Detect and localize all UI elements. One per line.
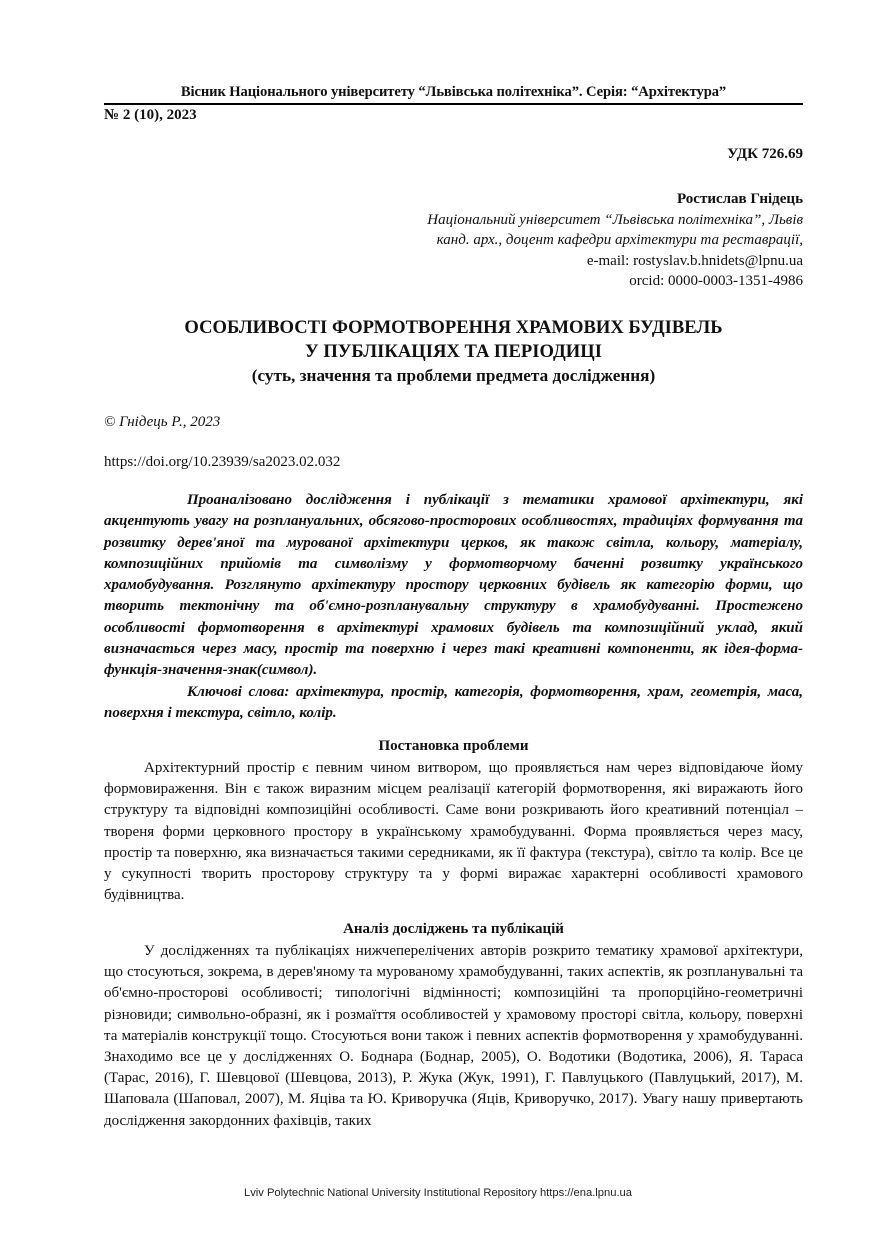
issue-number: № 2 (10), 2023: [104, 107, 197, 123]
title-line-2: У ПУБЛІКАЦІЯХ ТА ПЕРІОДИЦІ: [305, 341, 602, 362]
author-name: Ростислав Гнідець: [677, 191, 803, 207]
author-affiliation: Національний університет “Львівська політехніка”, Львів: [427, 211, 803, 228]
section-body-problem: [104, 758, 803, 906]
copyright: © Гнідець Р., 2023: [104, 414, 221, 430]
article-title: [104, 316, 803, 388]
abstract: [104, 490, 803, 724]
paragraph: Архітектурний простір є певним чином витвором, що проявляється нам через відповідаюче йому формовираження. Він є також виразним місцем реалізації категорій формотворення, які виражають його структуру та відповідні композиційні особливості. Саме вони розкривають його креативний потенціал – твореня форми церковного простору в українському храмобудуванні. Форма проявляється через масу, простір та поверхню, яка визначається такими середниками, як її фактура (текстура), світло та колір. Все це у сукупності творить просторову структуру та у формі виражає характерні особливості храмового будівництва.: [104, 760, 803, 904]
author-block: [427, 189, 803, 292]
author-orcid[interactable]: orcid: 0000-0003-1351-4986: [629, 273, 803, 289]
journal-title: Вісник Національного університету “Львівська політехніка”. Серія: “Архітектура”: [180, 84, 727, 100]
article-subtitle: (суть, значення та проблеми предмета дослідження): [251, 366, 656, 385]
author-position: канд. арх., доцент кафедри архітектури та реставрації,: [436, 232, 803, 248]
author-email[interactable]: e-mail: rostyslav.b.hnidets@lpnu.ua: [586, 252, 803, 269]
paragraph: У дослідженнях та публікаціях нижчеперелічених авторів розкрито тематику храмової архітектури, що стосуються, зокрема, в дерев'яному та мурованому храмобудуванні, таких аспектів, як розпланувальні та об'ємно-просторові особливості; типологічні відмінності; композиційні та пропорційно-геометричні різновиди; символьно-образні, як і розмаїття особливостей у храмовому просторі світла, кольору, поверхні та матеріалів конструкції тощо. Стосуються вони також і певних аспектів формотворення у храмобудуванні. Знаходимо все це у дослідженнях О. Боднара (Боднар, 2005), О. Водотики (Водотика, 2006), Я. Тараса (Тарас, 2016), Г. Шевцової (Шевцова, 2013), Р. Жука (Жук, 1991), Г. Павлуцького (Павлуцький, 2017), М. Шаповала (Шаповал, 2007), М. Яціва та Ю. Криворучка (Яців, Криворучко, 2017). Увагу нашу привертають дослідження закордонних фахівців, таких: [104, 943, 803, 1129]
abstract-text: Проаналізовано дослідження і публікації з тематики храмової архітектури, які акцентують увагу на розплануальних, обсягово-просторових особливостях, традиціях формування та розвитку дерев'яної та мурованої архітектури церков, як також світла, кольору, матеріалу, композиційних прийомів та символізму у формотворчому баченні розвитку українського храмобудування. Розглянуто архітектуру простору церковних будівель як категорію форми, що творить тектонічну та об'ємно-розпланувальну структуру в храмобудуванні. Простежено особливості формотворення в архітектурі храмових будівель та композиційний уклад, який визначається через масу, простір та поверхню і через такі креативні компоненти, як ідея-форма-функція-значення-знак(символ).: [104, 492, 803, 679]
section-heading-problem: Постановка проблеми: [378, 738, 529, 754]
keywords: Ключові слова: архітектура, простір, категорія, формотворення, храм, геометрія, маса, поверхня і текстура, світло, колір.: [104, 683, 803, 721]
section-body-analysis: [104, 941, 803, 1132]
repository-footer: Lviv Polytechnic National University Institutional Repository https://ena.lpnu.ua: [243, 1187, 633, 1199]
section-heading-analysis: Аналіз досліджень та публікацій: [343, 921, 564, 937]
header-rule: [104, 103, 803, 105]
udc-code: УДК 726.69: [727, 146, 803, 162]
title-line-1: ОСОБЛИВОСТІ ФОРМОТВОРЕННЯ ХРАМОВИХ БУДІВЕЛЬ: [184, 317, 723, 338]
doi-link[interactable]: https://doi.org/10.23939/sa2023.02.032: [104, 454, 341, 470]
